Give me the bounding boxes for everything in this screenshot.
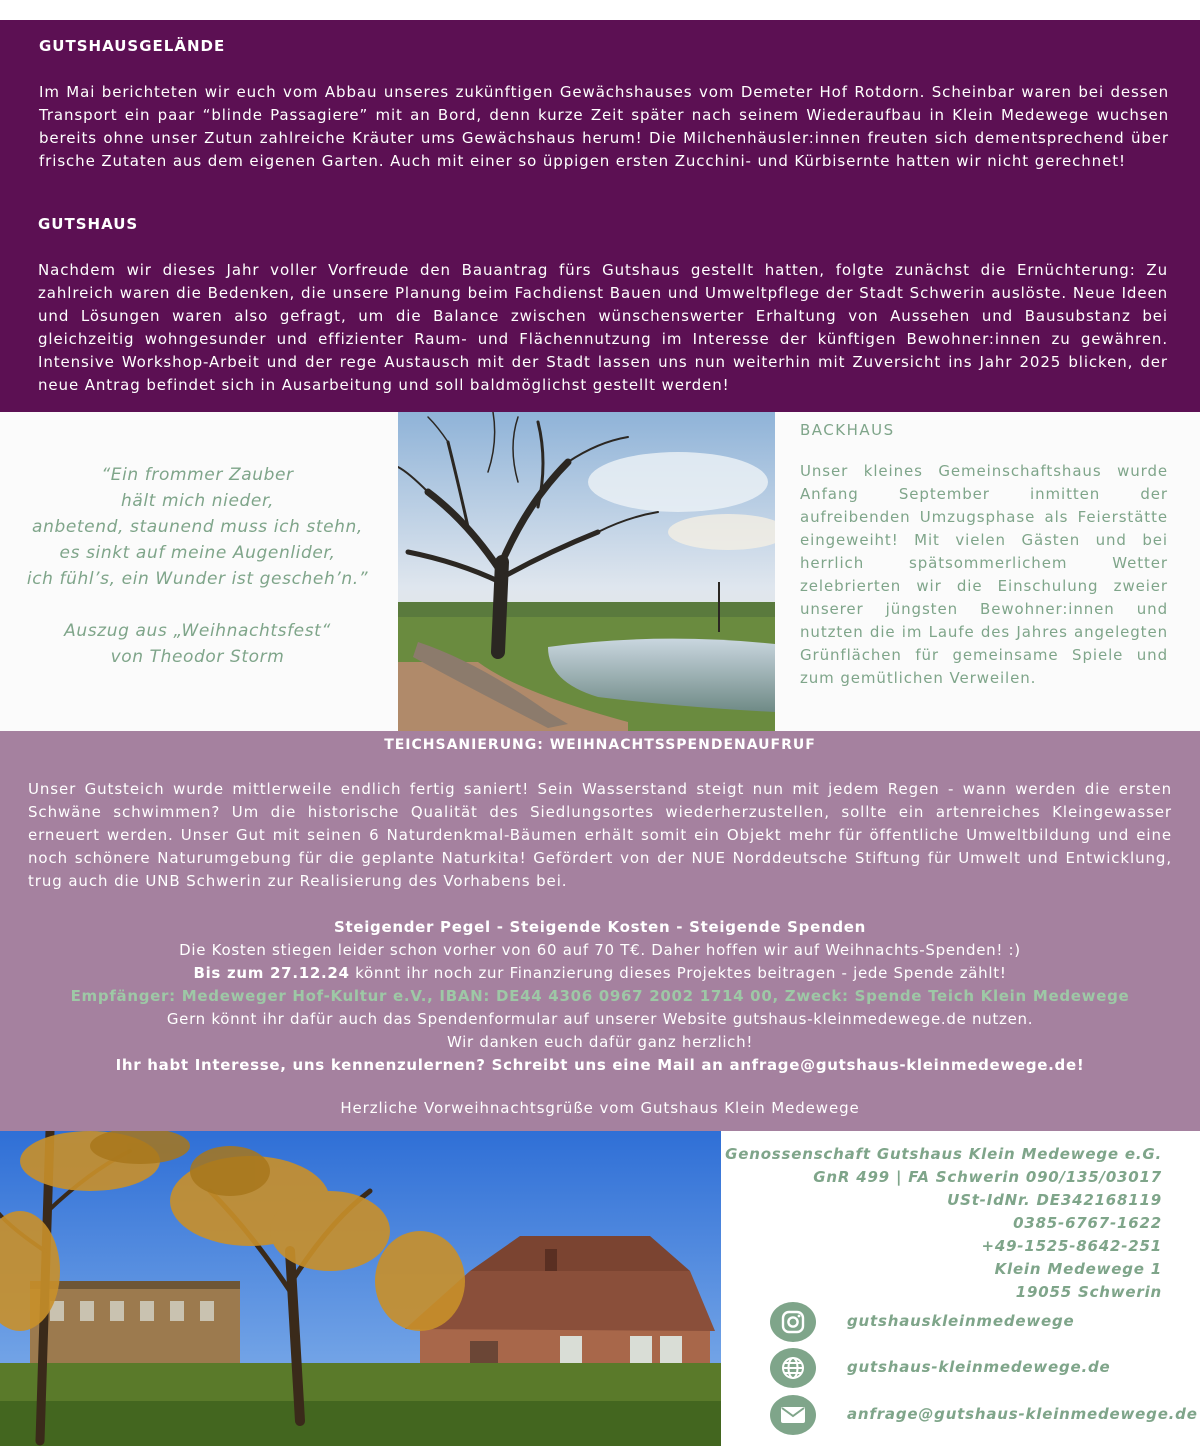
section-teichsanierung (0, 731, 1200, 1131)
email-address: anfrage@gutshaus-kleinmedewege.de (847, 1405, 1198, 1423)
quote-line: hält mich nieder, (120, 491, 275, 511)
heading-gutshaus: GUTSHAUS (38, 215, 139, 233)
heading-teichsanierung: TEICHSANIERUNG: WEIHNACHTSSPENDENAUFRUF (384, 737, 816, 753)
address-line: 19055 Schwerin (1015, 1283, 1162, 1301)
address-line: Genossenschaft Gutshaus Klein Medewege e.G. (725, 1145, 1162, 1163)
deadline-date: Bis zum 27.12.24 (193, 964, 350, 982)
quote-line: es sinkt auf meine Augenlider, (59, 543, 336, 563)
globe-icon (770, 1348, 816, 1388)
quote-line: ich fühl’s, ein Wunder ist gescheh’n.” (26, 569, 369, 589)
backhaus-block (800, 420, 1168, 690)
poem-quote (0, 462, 395, 670)
tree-pond-photo (398, 412, 775, 731)
donation-appeal (0, 916, 1200, 1077)
deadline-text: könnt ihr noch zur Finanzierung dieses Projektes beitragen - jede Spende zählt! (349, 964, 1007, 982)
contact-block (725, 1131, 1200, 1446)
address-line: GnR 499 | FA Schwerin 090/135/03017 (813, 1168, 1162, 1186)
text-teichsanierung: Unser Gutsteich wurde mittlerweile endlich fertig saniert! Sein Wasserstand steigt nun mit jedem Regen - wann werden die ersten Schwäne schwimmen? Um die historische Qualität des Siedlungsortes wiederherzustellen, sollte ein artenreiches Kleingewasser erneuert werden. Unser Gut mit seinen 6 Naturdenkmal-Bäumen erhält somit ein Objekt mehr für öffentliche Umweltbildung und eine noch schönere Naturumgebung für die geplante Naturkita! Gefördert von der NUE Norddeutsche Stiftung für Umwelt und Entwicklung, trug auch die UNB Schwerin zur Realisierung des Vorhabens bei. (28, 780, 1172, 890)
donation-headline: Steigender Pegel - Steigende Kosten - Steigende Spenden (333, 918, 867, 936)
donation-form-note: Gern könnt ihr dafür auch das Spendenformular auf unserer Website gutshaus-kleinmedewege.de nutzen. (166, 1010, 1034, 1028)
heading-gutshausgelaende: GUTSHAUSGELÄNDE (39, 37, 226, 55)
tree-pond-illustration (398, 412, 775, 731)
donation-thanks: Wir danken euch dafür ganz herzlich! (446, 1033, 754, 1051)
mail-icon (770, 1395, 816, 1435)
address-line: 0385-6767-1622 (1013, 1214, 1162, 1232)
donation-costs: Die Kosten stiegen leider schon vorher von 60 auf 70 T€. Daher hoffen wir auf Weihnachts-Spenden! :) (179, 941, 1021, 959)
address-line: USt-IdNr. DE342168119 (947, 1191, 1162, 1209)
email-link[interactable] (770, 1395, 1198, 1435)
address (725, 1143, 1162, 1304)
quote-author: von Theodor Storm (110, 647, 285, 667)
quote-spacer (0, 592, 395, 618)
text-gutshausgelaende: Im Mai berichteten wir euch vom Abbau unseres zukünftigen Gewächshauses vom Demeter Hof Rotdorn. Scheinbar waren bei dessen Transport ein paar “blinde Passagiere” mit an Bord, denn kurze Zeit später nach seinem Wiederaufbau in Klein Medewege wuchsen bereits ohne unser Zutun zahlreiche Kräuter ums Gewächshaus herum! Die Milchenhäusler:innen freuten sich dementsprechend über frische Zutaten aus dem eigenen Garten. Auch mit einer so üppigen ersten Zucchini- und Kürbisernte hatten wir nicht gerechnet! (39, 83, 1169, 170)
website-link[interactable] (770, 1348, 1190, 1388)
house-illustration (0, 1131, 721, 1446)
instagram-handle: gutshauskleinmedewege (847, 1312, 1075, 1330)
section-backhaus (0, 412, 1200, 731)
text-gutshaus: Nachdem wir dieses Jahr voller Vorfreude den Bauantrag fürs Gutshaus gestellt hatten, folgte zunächst die Ernüchterung: Zu zahlreich waren die Bedenken, die unsere Planung beim Fachdienst Bauen und Umweltpflege der Stadt Schwerin auslöste. Neue Ideen und Lösungen waren also gefragt, um die Balance zwischen wünschenswerter Erhaltung von Aussehen und Bausubstanz bei gleichzeitig wohngesunder und effizienter Raum- und Flächennutzung im Interesse der künftigen Bewohner:innen zu gewähren. Intensive Workshop-Arbeit und der rege Austausch mit der Stadt lassen uns nun weiterhin mit Zuversicht ins Jahr 2025 blicken, der neue Antrag befindet sich in Ausarbeitung und soll baldmöglichst gestellt werden! (38, 261, 1168, 394)
donation-deadline (0, 962, 1200, 985)
section-gutshaus (0, 20, 1200, 412)
instagram-link[interactable] (770, 1302, 1190, 1342)
greeting: Herzliche Vorweihnachtsgrüße vom Gutshaus Klein Medewege (340, 1099, 860, 1117)
house-photo (0, 1131, 721, 1446)
quote-source: Auszug aus „Weihnachtsfest“ (64, 621, 331, 641)
heading-backhaus: BACKHAUS (800, 421, 895, 439)
text-backhaus: Unser kleines Gemeinschaftshaus wurde Anfang September inmitten der aufreibenden Umzugsphase als Feierstätte eingeweiht! Mit vielen Gästen und bei herrlich spätsommerlichem Wetter zelebrierten wir die Einschulung zweier unserer jüngsten Bewohner:innen und nutzten die im Laufe des Jahres angelegten Grünflächen für gemeinsame Spiele und zum gemütlichen Verweilen. (800, 462, 1168, 687)
address-line: Klein Medewege 1 (994, 1260, 1162, 1278)
instagram-icon (770, 1302, 816, 1342)
address-line: +49-1525-8642-251 (981, 1237, 1162, 1255)
website-url: gutshaus-kleinmedewege.de (847, 1358, 1111, 1376)
quote-line: anbetend, staunend muss ich stehn, (32, 517, 363, 537)
donation-recipient: Empfänger: Medeweger Hof-Kultur e.V., IBAN: DE44 4306 0967 2002 1714 00, Zweck: Spende Teich Klein Medewege (70, 987, 1130, 1005)
contact-invitation: Ihr habt Interesse, uns kennenzulernen? Schreibt uns eine Mail an anfrage@gutshaus-kleinmedewege.de! (115, 1056, 1085, 1074)
quote-line: “Ein frommer Zauber (101, 465, 294, 485)
